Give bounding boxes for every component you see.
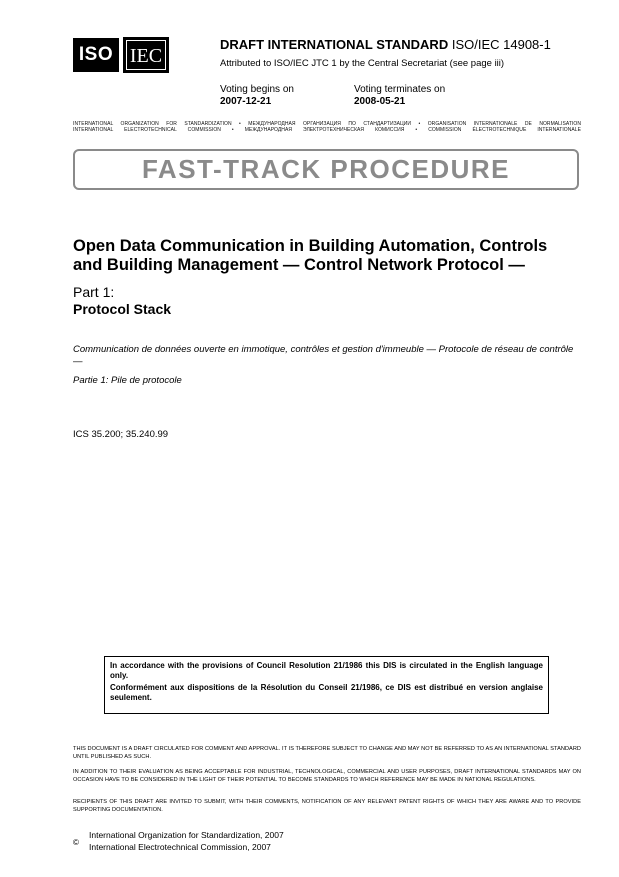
document-heading (220, 37, 551, 52)
disclaimer-paragraph: THIS DOCUMENT IS A DRAFT CIRCULATED FOR COMMENT AND APPROVAL. IT IS THEREFORE SUBJECT TO CHANGE AND MAY NOT BE REFERRED TO AS AN INTERNATIONAL STANDARD UNTIL PUBLISHED AS SUCH. (73, 746, 581, 760)
copyright-symbol: © (73, 838, 79, 847)
resolution-french: Conformément aux dispositions de la Résolution du Conseil 21/1986, ce DIS est distribué en version anglaise seulement. (110, 683, 543, 702)
disclaimer-paragraph: IN ADDITION TO THEIR EVALUATION AS BEING ACCEPTABLE FOR INDUSTRIAL, TECHNOLOGICAL, COMMERCIAL AND USER PURPOSES, DRAFT INTERNATIONAL STANDARDS MAY ON OCCASION HAVE TO BE CONSIDERED IN THE LIGHT OF THEIR POTENTIAL TO BECOME STANDARDS TO WHICH REFERENCE MAY BE MADE IN NATIONAL REGULATIONS. (73, 769, 581, 783)
organization-line-1: INTERNATIONAL ORGANIZATION FOR STANDARDIZATION • МЕЖДУНАРОДНАЯ ОРГАНИЗАЦИЯ ПО СТАНДАРТИЗАЦИИ • ORGANISATION INTERNATIONALE DE NORMALISATION (73, 121, 581, 127)
iec-logo (123, 37, 169, 73)
part-label: Part 1: (73, 284, 115, 300)
copyright-iso: International Organization for Standardization, 2007 (89, 830, 284, 840)
document-number: ISO/IEC 14908-1 (451, 37, 551, 52)
voting-begins-date: 2007-12-21 (220, 96, 272, 107)
organization-line-2: INTERNATIONAL ELECTROTECHNICAL COMMISSION • МЕЖДУНАРОДНАЯ ЭЛЕКТРОТЕХНИЧЕСКАЯ КОМИССИЯ • COMMISSION ÉLECTROTECHNIQUE INTERNATIONALE (73, 127, 581, 133)
ics-codes: ICS 35.200; 35.240.99 (73, 429, 169, 440)
iso-logo: ISO (73, 38, 119, 72)
voting-ends-date: 2008-05-21 (354, 96, 406, 107)
voting-begins-label: Voting begins on (220, 84, 294, 95)
attribution-text: Attributed to ISO/IEC JTC 1 by the Central Secretariat (see page iii) (220, 58, 505, 69)
part-title: Protocol Stack (73, 301, 172, 317)
french-part-title: Partie 1: Pile de protocole (73, 375, 182, 386)
resolution-english: In accordance with the provisions of Council Resolution 21/1986 this DIS is circulated in the English language only. (110, 661, 543, 680)
french-title: Communication de données ouverte en immotique, contrôles et gestion d'immeuble — Protocole de réseau de contrôle — (73, 344, 574, 367)
iec-logo-text: IEC (126, 40, 166, 70)
procedure-banner (73, 149, 579, 190)
procedure-text: FAST-TRACK PROCEDURE (141, 154, 510, 184)
resolution-notice (104, 656, 549, 714)
disclaimer-paragraph: RECIPIENTS OF THIS DRAFT ARE INVITED TO SUBMIT, WITH THEIR COMMENTS, NOTIFICATION OF ANY RELEVANT PATENT RIGHTS OF WHICH THEY ARE AWARE AND TO PROVIDE SUPPORTING DOCUMENTATION. (73, 799, 581, 813)
main-title: Open Data Communication in Building Automation, Controls and Building Management — Control Network Protocol — (73, 237, 548, 274)
copyright-iec: International Electrotechnical Commission, 2007 (89, 842, 271, 852)
document-type: DRAFT INTERNATIONAL STANDARD (220, 37, 449, 52)
voting-ends-label: Voting terminates on (354, 84, 446, 95)
